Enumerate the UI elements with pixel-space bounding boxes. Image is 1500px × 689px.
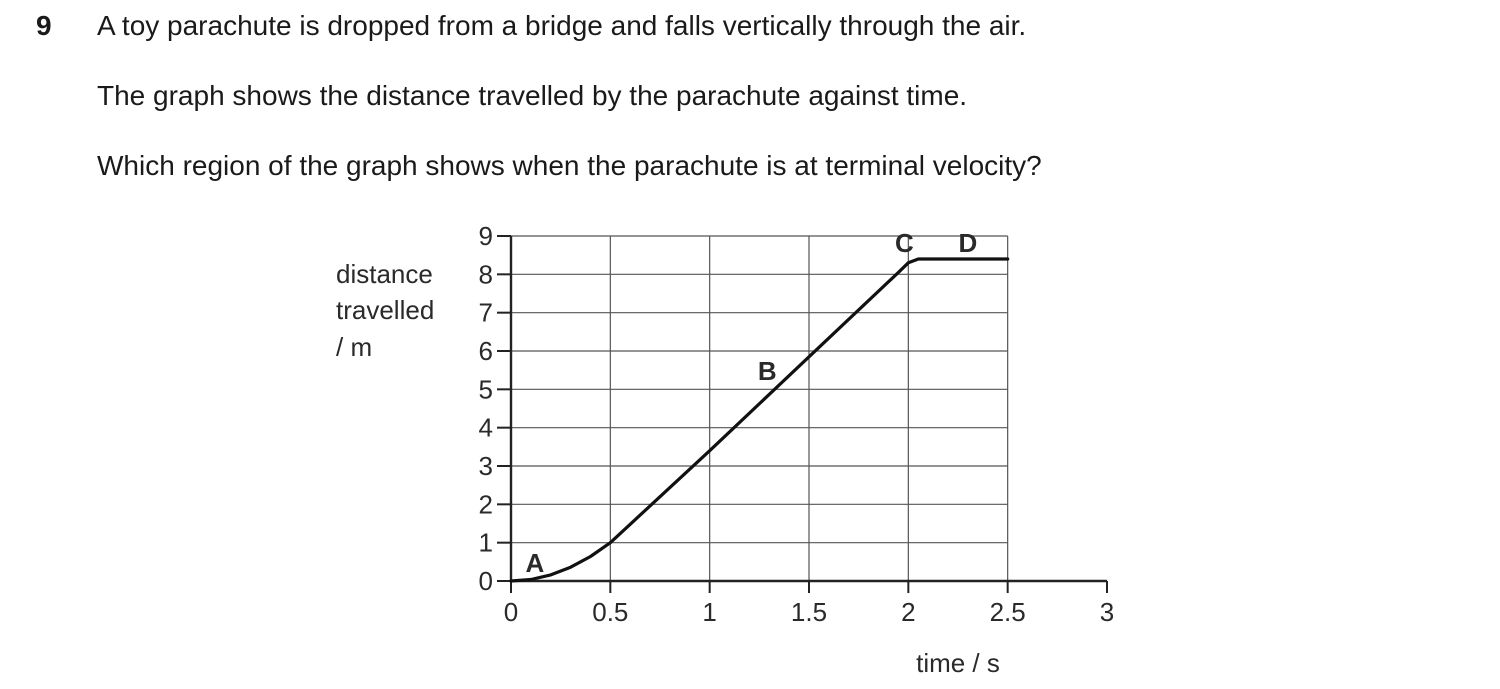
y-tick-label: 4 (478, 412, 493, 443)
region-label-c: C (894, 227, 914, 258)
region-label-a: A (525, 547, 545, 578)
question-text-line-3: Which region of the graph shows when the parachute is at terminal velocity? (97, 150, 1042, 181)
question-text-line-2: The graph shows the distance travelled by the parachute against time. (97, 80, 968, 111)
y-tick-label: 7 (478, 297, 493, 328)
region-label-d: D (958, 227, 978, 258)
x-tick-label: 1 (702, 597, 717, 627)
y-axis-label-line: distance (336, 259, 433, 289)
question-number: 9 (36, 10, 52, 41)
x-tick-label: 3 (1099, 597, 1115, 627)
y-tick-label: 2 (478, 489, 493, 520)
y-tick-label: 3 (478, 451, 493, 481)
x-tick-label: 1.5 (790, 597, 828, 627)
y-tick-label: 1 (478, 527, 493, 558)
x-tick-label: 2 (901, 597, 916, 627)
y-tick-label: 9 (478, 221, 493, 251)
y-tick-label: 0 (478, 566, 493, 596)
y-axis-label-line: / m (336, 332, 373, 362)
x-tick-label: 2.5 (989, 597, 1026, 627)
region-labels (525, 228, 977, 578)
question-text-line-1: A toy parachute is dropped from a bridge and falls vertically through the air. (97, 10, 1027, 41)
x-axis-label: time / s (916, 648, 1000, 678)
x-tick-label: 0 (503, 597, 519, 627)
data-series (511, 259, 1008, 581)
x-tick-label: 0.5 (592, 597, 629, 627)
y-tick-label: 8 (478, 259, 493, 290)
grid (511, 236, 1008, 581)
y-tick-label: 5 (478, 374, 493, 405)
y-tick-label: 6 (478, 336, 493, 366)
y-axis-label (336, 259, 434, 362)
y-axis-label-line: travelled (336, 295, 435, 325)
region-label-b: B (757, 356, 777, 387)
distance-time-line (511, 259, 1008, 581)
